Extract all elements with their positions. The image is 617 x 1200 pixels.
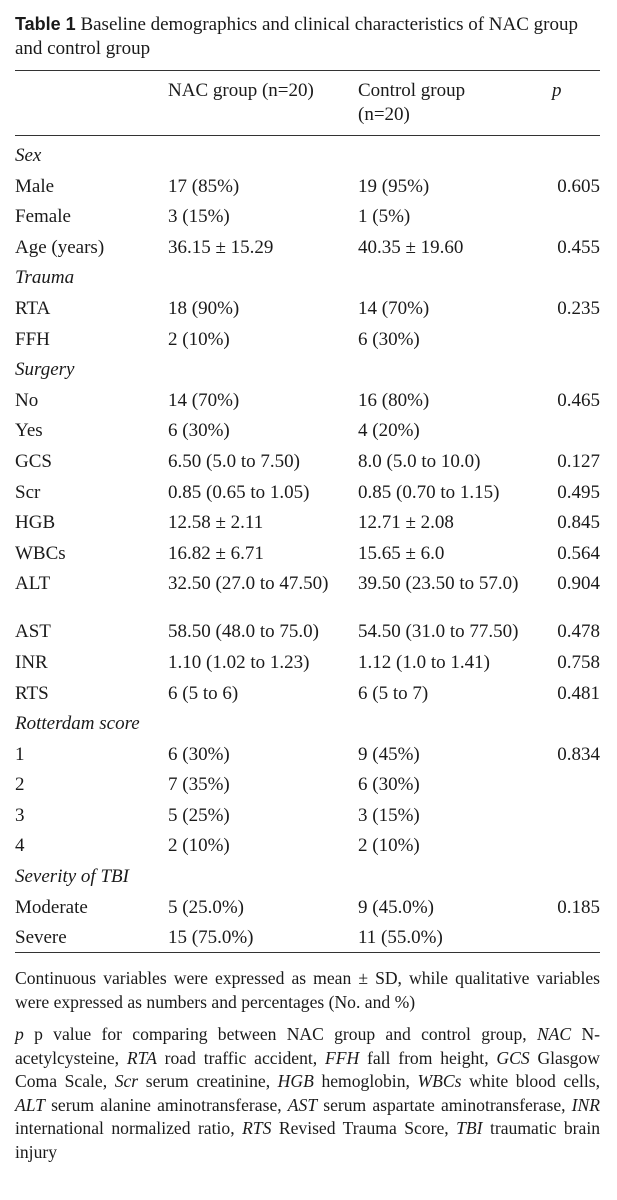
row-label: ALT (15, 573, 51, 595)
table-row (15, 804, 600, 835)
cell-control: 1 (5%) (358, 206, 411, 228)
cell-control: 2 (10%) (358, 835, 420, 857)
cell-p-value: 0.235 (557, 297, 600, 319)
cell-p-value (551, 419, 600, 450)
row-label: 2 (15, 774, 25, 796)
table-row (15, 542, 600, 573)
table-row (15, 651, 600, 682)
abbreviation-definition: white blood cells (469, 1071, 596, 1092)
row-label: 3 (15, 804, 25, 826)
cell-nac: 58.50 (48.0 to 75.0) (168, 621, 319, 643)
table-row (15, 773, 600, 804)
abbreviation-term: AST (287, 1094, 318, 1115)
footnote-abbreviations: p p value for comparing between NAC group and control group, NAC N-acetylcysteine, RTA road traffic accident, FFH fall from height, GCS Glasgow Coma Scale, Scr serum creatinine, HGB hemoglobin, WBCs white blood cells, ALT serum alanine aminotransferase, AST serum aspartate aminotransferase, INR international normalized ratio, RTS Revised Trauma Score, TBI traumatic brain injury (15, 1024, 601, 1162)
cell-control: 19 (95%) (358, 175, 430, 197)
table-row (15, 419, 600, 450)
abbreviation-definition: Revised Trauma Score (278, 1118, 445, 1139)
abbreviation-term: ALT (15, 1094, 45, 1115)
cell-nac: 36.15 ± 15.29 (168, 236, 274, 258)
row-label: Severity of TBI (15, 866, 129, 888)
cell-control: 4 (20%) (358, 420, 420, 442)
row-label: Scr (15, 481, 41, 503)
cell-p-value: 0.605 (557, 175, 600, 197)
cell-nac: 2 (10%) (168, 835, 230, 857)
abbreviation-term: p (15, 1024, 24, 1045)
cell-control: 3 (15%) (358, 804, 420, 826)
table-row (15, 205, 600, 236)
table-row (15, 572, 600, 620)
cell-control: 6 (30%) (358, 774, 420, 796)
row-label: Sex (15, 145, 42, 166)
cell-control: 14 (70%) (358, 297, 430, 319)
row-label: Moderate (15, 896, 88, 918)
table-group-row (15, 144, 600, 175)
header-control-group (358, 79, 465, 127)
row-label: Surgery (15, 359, 75, 381)
row-label: RTA (15, 297, 51, 319)
abbreviation-term: TBI (456, 1118, 483, 1139)
table-figure (15, 12, 600, 1173)
cell-nac (168, 358, 358, 389)
abbreviation-definition: N-acetylcysteine (15, 1024, 601, 1068)
abbreviation-term: INR (571, 1094, 600, 1115)
header-rule (15, 135, 600, 136)
row-label: Yes (15, 420, 43, 442)
table-row (15, 389, 600, 420)
cell-nac: 6 (30%) (168, 743, 230, 765)
cell-p-value (551, 358, 600, 389)
cell-p-value: 0.455 (557, 236, 600, 258)
cell-control: 16 (80%) (358, 389, 430, 411)
cell-nac: 17 (85%) (168, 175, 240, 197)
row-label: Trauma (15, 267, 75, 289)
table-label: Table 1 (15, 14, 76, 34)
header-p-value: p (552, 80, 562, 101)
cell-control: 40.35 ± 19.60 (358, 236, 464, 258)
cell-control: 9 (45.0%) (358, 896, 434, 918)
abbreviation-definition: international normalized ratio (15, 1118, 231, 1139)
cell-control: 39.50 (23.50 to 57.0) (358, 573, 519, 595)
row-label: No (15, 389, 39, 411)
table-row (15, 481, 600, 512)
table-row (15, 896, 600, 927)
table-group-row (15, 865, 600, 896)
cell-nac (168, 865, 358, 896)
cell-p-value: 0.758 (557, 651, 600, 673)
table-caption-text: Baseline demographics and clinical characteristics of NAC group and control group (15, 14, 578, 59)
header-control-line1: Control group (358, 80, 466, 101)
table-footnotes (15, 967, 600, 1164)
cell-nac: 2 (10%) (168, 328, 230, 350)
abbreviation-term: NAC (536, 1024, 572, 1045)
cell-p-value: 0.481 (557, 682, 600, 704)
cell-nac (168, 712, 358, 743)
row-label: Severe (15, 927, 67, 949)
table-row (15, 834, 600, 865)
cell-control (358, 144, 551, 175)
abbreviation-term: RTA (126, 1047, 157, 1068)
cell-p-value: 0.495 (557, 481, 600, 503)
cell-p-value: 0.834 (557, 743, 600, 765)
abbreviation-definition: Glasgow Coma Scale (15, 1047, 600, 1092)
table-group-row (15, 358, 600, 389)
cell-nac: 5 (25%) (168, 804, 230, 826)
row-label: AST (15, 621, 51, 643)
cell-p-value: 0.465 (557, 389, 600, 411)
table-row (15, 511, 600, 542)
abbreviation-definition: hemoglobin (321, 1071, 406, 1092)
abbreviation-definition: fall from height (366, 1047, 485, 1068)
table-caption (15, 12, 600, 61)
cell-nac (168, 266, 358, 297)
cell-control: 6 (30%) (358, 328, 420, 350)
abbreviation-definition: traumatic brain injury (15, 1118, 601, 1162)
row-label: FFH (15, 328, 50, 350)
cell-nac: 12.58 ± 2.11 (168, 512, 264, 534)
cell-nac: 3 (15%) (168, 206, 230, 228)
row-label: HGB (15, 512, 56, 534)
cell-p-value: 0.478 (557, 621, 600, 643)
cell-control: 8.0 (5.0 to 10.0) (358, 450, 481, 472)
table-row (15, 328, 600, 359)
abbreviation-term: RTS (242, 1118, 272, 1139)
cell-p-value (551, 773, 600, 804)
cell-control: 1.12 (1.0 to 1.41) (358, 651, 490, 673)
cell-nac: 6.50 (5.0 to 7.50) (168, 450, 300, 472)
cell-nac: 1.10 (1.02 to 1.23) (168, 651, 310, 673)
row-label: 4 (15, 835, 25, 857)
table-row (15, 620, 600, 651)
cell-p-value: 0.564 (557, 542, 600, 564)
footnote-methods: Continuous variables were expressed as mean ± SD, while qualitative variables were expressed as numbers and percentages (No. and %) (15, 968, 600, 1012)
cell-control (358, 865, 551, 896)
table-body (15, 144, 600, 952)
abbreviation-term: FFH (324, 1047, 360, 1068)
cell-p-value (551, 205, 600, 236)
cell-control: 12.71 ± 2.08 (358, 512, 454, 534)
abbreviation-definition: road traffic accident (164, 1047, 313, 1068)
cell-control: 0.85 (0.70 to 1.15) (358, 481, 500, 503)
abbreviation-definition: serum aspartate aminotransferase (323, 1094, 562, 1115)
cell-p-value (551, 865, 600, 896)
abbreviation-term: WBCs (417, 1071, 462, 1092)
row-label: 1 (15, 743, 25, 765)
table-row (15, 926, 600, 952)
cell-p-value: 0.185 (557, 896, 600, 918)
row-label: WBCs (15, 542, 66, 564)
cell-control: 9 (45%) (358, 743, 420, 765)
table-row (15, 236, 600, 267)
cell-control: 6 (5 to 7) (358, 682, 429, 704)
abbreviation-term: Scr (114, 1071, 139, 1092)
abbreviation-definition: p value for comparing between NAC group and control group (34, 1024, 523, 1045)
abbreviation-term: HGB (277, 1071, 314, 1092)
cell-p-value (551, 926, 600, 952)
table-row (15, 450, 600, 481)
cell-control: 54.50 (31.0 to 77.50) (358, 621, 519, 643)
cell-p-value (551, 144, 600, 175)
cell-p-value (551, 834, 600, 865)
table-row (15, 175, 600, 206)
header-control-line2: (n=20) (358, 104, 410, 125)
row-label: Female (15, 206, 71, 228)
table-group-row (15, 712, 600, 743)
abbreviation-definition: serum creatinine (145, 1071, 266, 1092)
row-label: INR (15, 651, 48, 673)
cell-control: 15.65 ± 6.0 (358, 542, 445, 564)
cell-control (358, 358, 551, 389)
cell-control: 11 (55.0%) (358, 927, 443, 949)
abbreviation-definition: serum alanine aminotransferase (51, 1094, 278, 1115)
row-label: GCS (15, 450, 52, 472)
table-row (15, 297, 600, 328)
bottom-rule (15, 952, 600, 953)
cell-nac: 14 (70%) (168, 389, 240, 411)
cell-nac: 7 (35%) (168, 774, 230, 796)
cell-p-value: 0.904 (557, 573, 600, 595)
cell-control (358, 266, 551, 297)
cell-p-value (551, 804, 600, 835)
row-label: Age (years) (15, 236, 105, 258)
cell-p-value (551, 712, 600, 743)
cell-p-value (551, 328, 600, 359)
cell-nac: 32.50 (27.0 to 47.50) (168, 573, 329, 595)
cell-nac: 5 (25.0%) (168, 896, 244, 918)
cell-nac: 6 (30%) (168, 420, 230, 442)
cell-nac: 6 (5 to 6) (168, 682, 239, 704)
table-group-row (15, 266, 600, 297)
row-label: Rotterdam score (15, 713, 140, 735)
table-header (15, 71, 600, 135)
abbreviation-term: GCS (496, 1047, 530, 1068)
cell-p-value: 0.845 (557, 512, 600, 534)
row-label: RTS (15, 682, 49, 704)
cell-nac: 15 (75.0%) (168, 927, 254, 949)
cell-p-value: 0.127 (557, 450, 600, 472)
cell-nac: 0.85 (0.65 to 1.05) (168, 481, 310, 503)
table-row (15, 682, 600, 713)
cell-nac (168, 144, 358, 175)
cell-nac: 18 (90%) (168, 297, 240, 319)
table-row (15, 743, 600, 774)
cell-p-value (551, 266, 600, 297)
header-nac-group: NAC group (n=20) (168, 80, 314, 101)
cell-control (358, 712, 551, 743)
cell-nac: 16.82 ± 6.71 (168, 542, 264, 564)
row-label: Male (15, 175, 55, 197)
